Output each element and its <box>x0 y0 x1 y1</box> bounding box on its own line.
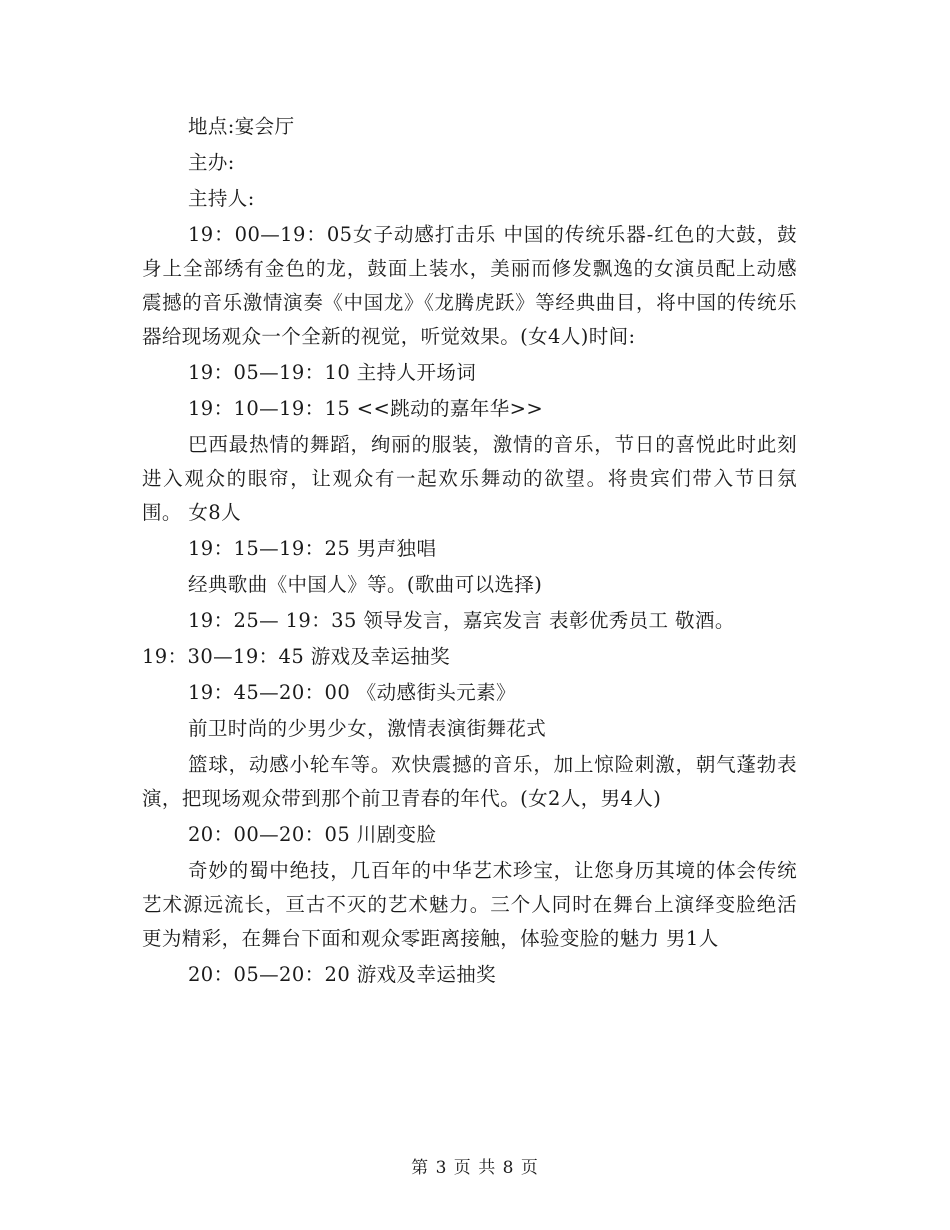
paragraph-organizer: 主办: <box>188 151 235 174</box>
paragraph-male-solo: 19：15—19：25 男声独唱 <box>188 537 437 560</box>
paragraph-venue: 地点:宴会厅 <box>188 115 295 138</box>
paragraph-street-desc-1: 前卫时尚的少男少女，激情表演街舞花式 <box>188 717 547 740</box>
paragraph-face-change-title: 20：00—20：05 川剧变脸 <box>188 823 437 846</box>
page-number-footer: 第 3 页 共 8 页 <box>411 1158 539 1178</box>
paragraph-leader-speech: 19：25— 19：35 领导发言，嘉宾发言 表彰优秀员工 敬酒。 <box>188 609 735 632</box>
paragraph-carnival-title: 19：10—19：15 <<跳动的嘉年华>> <box>188 397 544 420</box>
document-body <box>142 110 797 994</box>
paragraph-opening-speech: 19：05—19：10 主持人开场词 <box>188 361 477 384</box>
paragraph-percussion: 19：00—19：05女子动感打击乐 中国的传统乐器-红色的大鼓，鼓身上全部绣有金色的龙，鼓面上装水，美丽而修发飘逸的女演员配上动感震撼的音乐激情演奏《中国龙》《龙腾虎跃》等经典曲目，将中国的传统乐器给现场观众一个全新的视觉，听觉效果。(女4人)时间: <box>142 223 797 348</box>
paragraph-face-change-desc: 奇妙的蜀中绝技，几百年的中华艺术珍宝，让您身历其境的体会传统艺术源远流长，亘古不灭的艺术魅力。三个人同时在舞台上演绎变脸绝活更为精彩，在舞台下面和观众零距离接触，体验变脸的魅力 男1人 <box>142 859 797 950</box>
paragraph-carnival-desc: 巴西最热情的舞蹈，绚丽的服装，激情的音乐，节日的喜悦此时此刻进入观众的眼帘，让观众有一起欢乐舞动的欲望。将贵宾们带入节日氛围。 女8人 <box>142 433 797 524</box>
paragraph-street-desc-2: 篮球，动感小轮车等。欢快震撼的音乐，加上惊险刺激，朝气蓬勃表演，把现场观众带到那个前卫青春的年代。(女2人，男4人) <box>142 753 797 810</box>
paragraph-host: 主持人: <box>188 187 255 210</box>
paragraph-game-lottery-2: 20：05—20：20 游戏及幸运抽奖 <box>188 963 497 986</box>
paragraph-game-lottery-1: 19：30—19：45 游戏及幸运抽奖 <box>142 645 451 668</box>
paragraph-song-desc: 经典歌曲《中国人》等。(歌曲可以选择) <box>188 573 543 596</box>
paragraph-street-title: 19：45—20：00 《动感街头元素》 <box>188 681 516 704</box>
